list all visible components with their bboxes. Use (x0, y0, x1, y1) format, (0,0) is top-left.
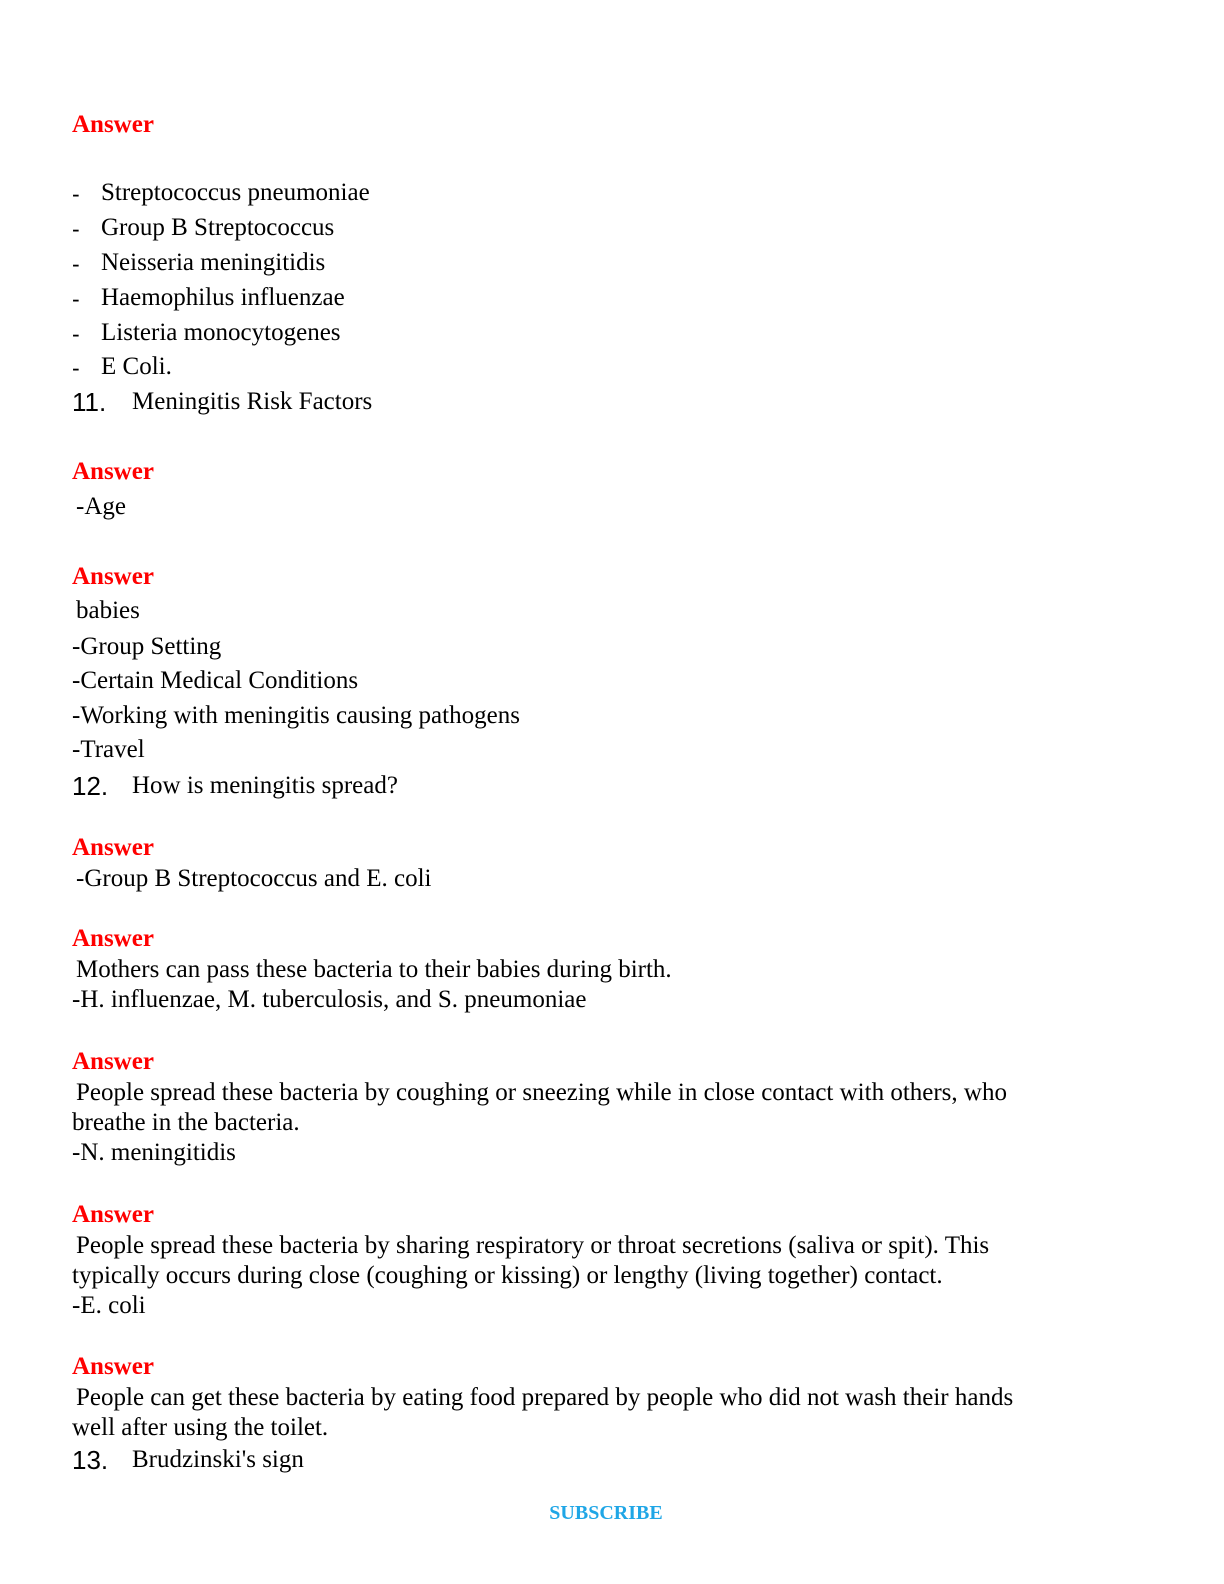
answer-text: -H. influenzae, M. tuberculosis, and S. pneumoniae (72, 986, 587, 1013)
question-number: 13. (72, 1445, 109, 1475)
list-bullet: - (72, 181, 80, 207)
answer-text: -Group B Streptococcus and E. coli (76, 865, 432, 892)
list-item: Listeria monocytogenes (101, 319, 341, 346)
list-bullet: - (72, 216, 80, 242)
list-item: Streptococcus pneumoniae (101, 179, 370, 206)
question-text: Meningitis Risk Factors (132, 388, 373, 415)
answer-text: Mothers can pass these bacteria to their babies during birth. (76, 956, 672, 983)
list-item: E Coli. (101, 353, 172, 380)
question-text: Brudzinski's sign (132, 1446, 304, 1473)
list-item: -Certain Medical Conditions (72, 667, 359, 694)
answer-label: Answer (72, 458, 154, 485)
answer-label: Answer (72, 111, 154, 138)
list-item: -Travel (72, 736, 145, 763)
list-bullet: - (72, 355, 80, 381)
answer-text: -N. meningitidis (72, 1139, 236, 1166)
answer-label: Answer (72, 1353, 154, 1380)
question-number: 11. (72, 387, 107, 417)
list-item: -Group Setting (72, 633, 222, 660)
list-item: Haemophilus influenzae (101, 284, 345, 311)
list-item: Group B Streptococcus (101, 214, 335, 241)
answer-text: -Age (76, 493, 126, 520)
answer-text: People spread these bacteria by sharing respiratory or throat secretions (saliva or spit). This (76, 1232, 990, 1259)
answer-label: Answer (72, 925, 154, 952)
answer-text: breathe in the bacteria. (72, 1109, 300, 1136)
answer-label: Answer (72, 1201, 154, 1228)
list-bullet: - (72, 251, 80, 277)
list-bullet: - (72, 286, 80, 312)
list-bullet: - (72, 321, 80, 347)
answer-text: -E. coli (72, 1292, 146, 1319)
question-number: 12. (72, 771, 109, 801)
question-text: How is meningitis spread? (132, 772, 398, 799)
answer-label: Answer (72, 1048, 154, 1075)
list-item: Neisseria meningitidis (101, 249, 326, 276)
answer-text: babies (76, 597, 140, 624)
answer-text: typically occurs during close (coughing or kissing) or lengthy (living together) contact. (72, 1262, 943, 1289)
answer-text: People can get these bacteria by eating food prepared by people who did not wash their hands (76, 1384, 1014, 1411)
list-item: -Working with meningitis causing pathogens (72, 702, 520, 729)
answer-label: Answer (72, 563, 154, 590)
answer-label: Answer (72, 834, 154, 861)
answer-text: well after using the toilet. (72, 1414, 329, 1441)
subscribe-link[interactable]: SUBSCRIBE (549, 1502, 663, 1524)
answer-text: People spread these bacteria by coughing or sneezing while in close contact with others, who (76, 1079, 1007, 1106)
